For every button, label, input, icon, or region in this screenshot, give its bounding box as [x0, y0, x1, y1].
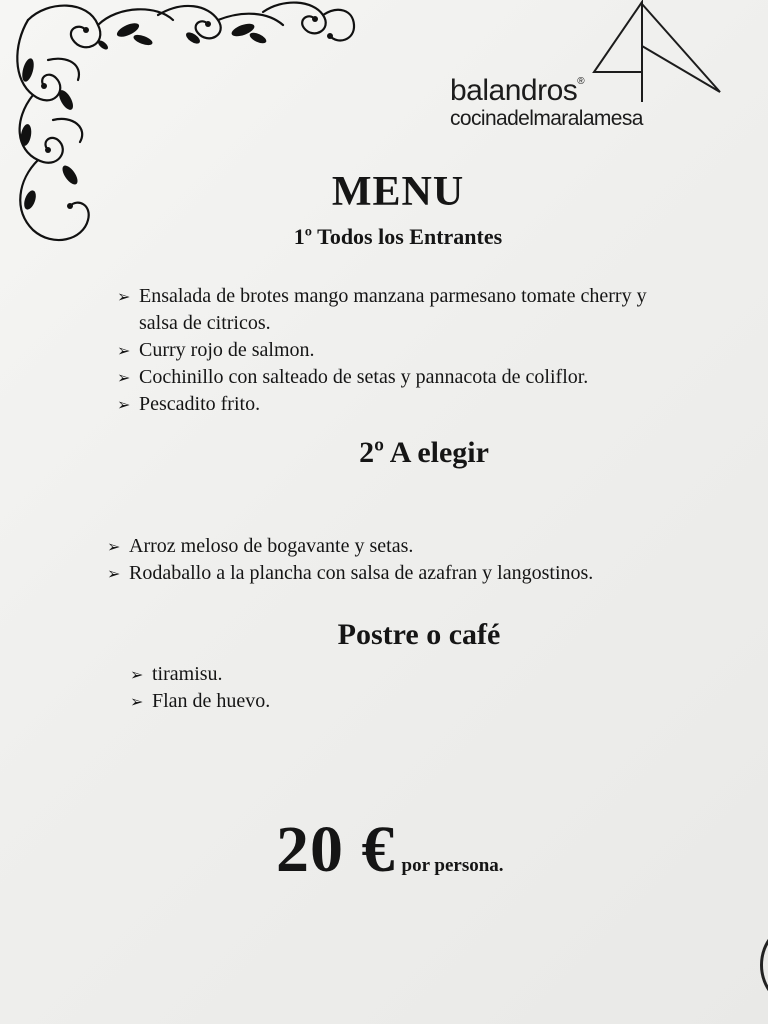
corner-ornament-icon: [755, 935, 768, 995]
arrow-bullet-icon: ➢: [107, 564, 121, 583]
list-item: [117, 337, 677, 364]
dish-text: Ensalada de brotes mango manzana parmesano tomate cherry y salsa de citricos.: [139, 285, 647, 334]
price-unit: por persona.: [401, 855, 504, 876]
arrow-bullet-icon: ➢: [117, 395, 131, 414]
arrow-bullet-icon: ➢: [130, 692, 144, 711]
price-amount: 20 €: [276, 813, 396, 886]
list-item: [117, 364, 677, 391]
a-elegir-list: [107, 533, 727, 587]
brand-name-text: balandros: [450, 74, 578, 107]
dish-text: Cochinillo con salteado de setas y pannacota de coliflor.: [139, 366, 589, 388]
arrow-bullet-icon: ➢: [130, 665, 144, 684]
dish-text: Arroz meloso de bogavante y setas.: [129, 535, 414, 557]
list-item: [107, 533, 727, 560]
section-title-a-elegir: 2º A elegir: [359, 436, 489, 469]
arrow-bullet-icon: ➢: [107, 537, 121, 556]
list-item: [107, 560, 727, 587]
brand-tagline: cocinadelmaralamesa: [450, 107, 643, 130]
entrantes-list: [117, 283, 677, 418]
dish-text: Pescadito frito.: [139, 393, 261, 415]
section-title-postre: Postre o café: [337, 618, 501, 651]
list-item: [117, 391, 677, 418]
postre-list: [130, 661, 430, 715]
dish-text: tiramisu.: [152, 663, 223, 685]
dish-text: Flan de huevo.: [152, 690, 271, 712]
list-item: [130, 661, 430, 688]
dish-text: Curry rojo de salmon.: [139, 339, 315, 361]
brand-logo: [448, 0, 748, 140]
section-title-entrantes: 1º Todos los Entrantes: [293, 224, 503, 249]
list-item: [117, 283, 677, 337]
sailboat-logo-icon: [590, 0, 730, 104]
price: [276, 812, 504, 888]
list-item: [130, 688, 430, 715]
dish-text: Rodaballo a la plancha con salsa de azafran y langostinos.: [129, 562, 594, 584]
brand-name: [450, 74, 584, 108]
arrow-bullet-icon: ➢: [117, 368, 131, 387]
arrow-bullet-icon: ➢: [117, 341, 131, 360]
registered-mark: ®: [577, 76, 585, 87]
arrow-bullet-icon: ➢: [117, 287, 131, 306]
menu-title: MENU: [331, 169, 465, 215]
